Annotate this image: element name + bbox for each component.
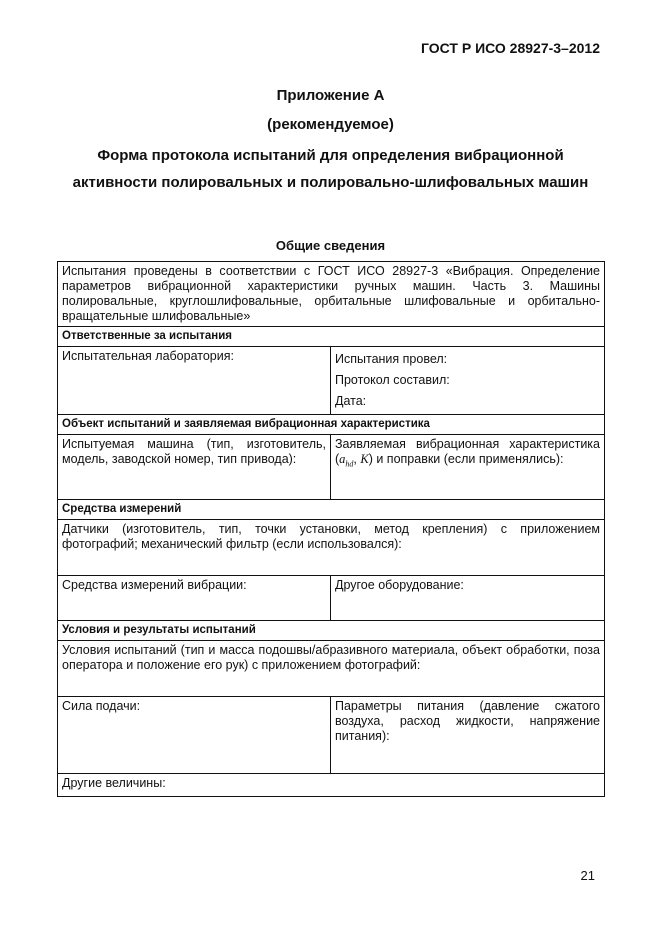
declared-value-field[interactable]: Заявляемая вибрационная характеристика ($a_{hd}$, K) и поправки (если применялись): [331, 435, 605, 500]
other-equipment-field[interactable]: Другое оборудование: [331, 576, 605, 621]
form-title: Форма протокола испытаний для определения вибрационной активности полировальных и полировально-шлифовальных машин [72, 147, 589, 191]
machine-field[interactable]: Испытуемая машина (тип, изготовитель, модель, заводской номер, тип привода): [58, 435, 331, 500]
sensors-field[interactable]: Датчики (изготовитель, тип, точки установки, метод крепления) с приложением фотографий; механический фильтр (если использовался): [58, 520, 605, 576]
object-section-header: Объект испытаний и заявляемая вибрационная характеристика [58, 415, 605, 435]
intro-cell: Испытания проведены в соответствии с ГОСТ ИСО 28927-3 «Вибрация. Определение параметров вибрационной характеристики ручных машин. Часть 3. Машины полировальные, круглошлифовальные, орбитальные шлифовальные и орбитально-вращательные шлифовальные» [58, 262, 605, 327]
page-number: 21 [580, 868, 595, 883]
tested-by-field[interactable]: Испытания провел: [335, 352, 448, 366]
conditions-section-header: Условия и результаты испытаний [58, 621, 605, 641]
appendix-status: (рекомендуемое) [267, 116, 394, 133]
conditions-field[interactable]: Условия испытаний (тип и масса подошвы/абразивного материала, объект обработки, поза оператора и положение его рук) с приложением фотографий: [58, 641, 605, 697]
appendix-title: Приложение А [276, 87, 385, 104]
instruments-section-header: Средства измерений [58, 500, 605, 520]
protocol-by-field[interactable]: Протокол составил: [335, 373, 450, 387]
declared-prefix: Заявляемая вибрационная характеристика ( [335, 437, 600, 466]
responsible-persons-cell [331, 347, 605, 415]
other-values-field[interactable]: Другие величины: [58, 774, 605, 797]
declared-suffix: ) и поправки (если применялись): [368, 452, 564, 466]
test-lab-field[interactable]: Испытательная лаборатория: [58, 347, 331, 415]
vibration-instruments-field[interactable]: Средства измерений вибрации: [58, 576, 331, 621]
section-title: Общие сведения [275, 238, 386, 253]
symbol-k: K [360, 452, 369, 466]
date-field[interactable]: Дата: [335, 394, 367, 408]
standard-id: ГОСТ Р ИСО 28927-3–2012 [421, 40, 600, 56]
feed-force-field[interactable]: Сила подачи: [58, 697, 331, 774]
test-report-form [57, 261, 605, 797]
symbol-a: $a_{hd}$ [339, 452, 354, 469]
power-params-field[interactable]: Параметры питания (давление сжатого воздуха, расход жидкости, напряжение питания): [331, 697, 605, 774]
responsible-section-header: Ответственные за испытания [58, 327, 605, 347]
